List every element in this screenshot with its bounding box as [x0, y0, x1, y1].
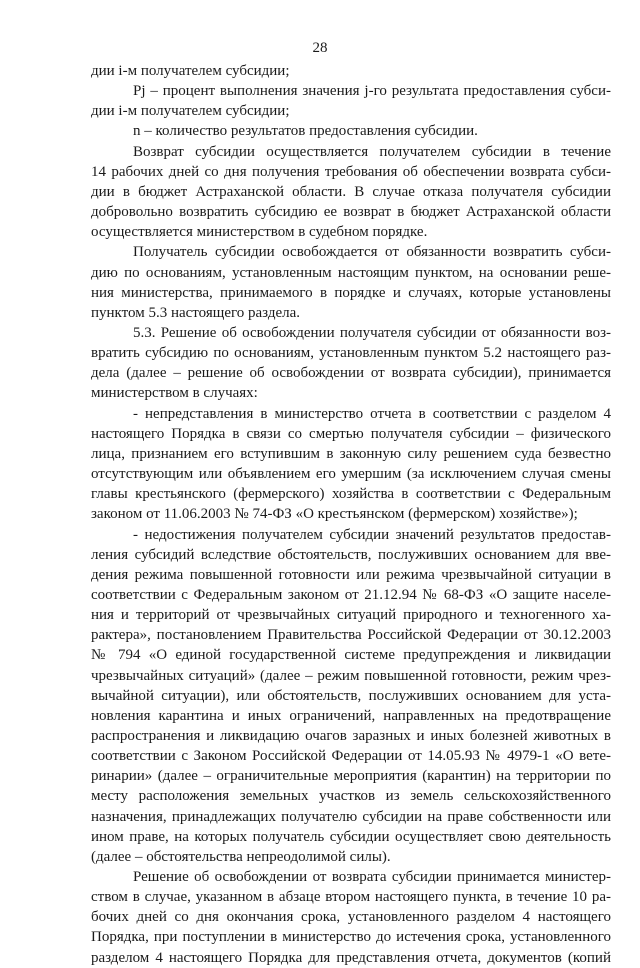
text-line: дии в бюджет Астраханской области. В случае отказа получателя субсидии	[91, 183, 611, 200]
text-line: (далее – обстоятельства непреодолимой силы).	[91, 848, 391, 865]
text-line: чрезвычайных ситуаций» (далее – режим повышенной готовности, режим чрез-	[91, 667, 611, 684]
text-line: ния и территорий от чрезвычайных ситуаций природного и техногенного ха-	[91, 607, 611, 623]
text-line: № 794 «О единой государственной системе предупреждения и ликвидации	[91, 647, 611, 664]
text-line: Порядка, при поступлении в министерство до истечения срока, установленного	[91, 929, 611, 946]
text-line: распространения и ликвидацию очагов заразных и иных болезней животных в	[91, 727, 611, 744]
text-line: новления карантина и иных ограничений, направленных на предотвращение	[91, 707, 611, 724]
text-line: настоящего Порядка в связи со смертью получателя субсидии – физического	[91, 425, 611, 442]
text-line: - непредставления в министерство отчета в соответствии с разделом 4	[133, 405, 611, 422]
text-line: бочих дней со дня окончания срока, установленного разделом 4 настоящего	[91, 909, 611, 926]
text-line: - недостижения получателем субсидии значений результатов предостав-	[133, 526, 611, 543]
text-line: главы крестьянского (фермерского) хозяйства в соответствии с Федеральным	[91, 486, 611, 503]
text-line: вратить субсидию по основаниям, установленным пунктом 5.2 настоящего раз-	[91, 345, 611, 362]
text-line: ством в случае, указанном в абзаце втором настоящего пункта, в течение 10 ра-	[91, 889, 611, 906]
text-line: 5.3. Решение об освобождении получателя субсидии от обязанности воз-	[133, 324, 611, 341]
text-line: министерством в случаях:	[91, 385, 258, 402]
text-line: добровольно возвратить субсидию ее возврат в бюджет Астраханской области	[91, 204, 611, 220]
text-line: 14 рабочих дней со дня получения требования об обеспечении возврата субси-	[91, 163, 611, 180]
text-line: законом от 11.06.2003 № 74-ФЗ «О крестьянском (фермерском) хозяйстве»);	[91, 506, 578, 523]
text-line: дела (далее – решение об освобождении от возврата субсидии), принимается	[91, 365, 611, 382]
text-line: ринарии» (далее – ограничительные мероприятия (карантин) на территории по	[91, 768, 611, 785]
text-line: разделом 4 настоящего Порядка для представления отчета, документов (копий	[91, 949, 611, 966]
text-line: назначения, принадлежащих получателю субсидии на праве собственности или	[91, 808, 611, 825]
text-line: Pj – процент выполнения значения j-го результата предоставления субси-	[133, 83, 611, 100]
text-line: дения режима повышенной готовности или режима чрезвычайной ситуации в	[91, 566, 611, 583]
text-line: Возврат субсидии осуществляется получателем субсидии в течение	[133, 143, 611, 160]
text-line: соответствии с Федеральным законом от 21.12.94 № 68-ФЗ «О защите населе-	[91, 586, 611, 603]
text-line: вычайной ситуации), или обстоятельств, послуживших основанием для уста-	[91, 687, 611, 704]
text-line: дию по основаниям, установленным настоящим пунктом, на основании реше-	[91, 264, 611, 281]
text-line: Получатель субсидии освобождается от обязанности возвратить субси-	[133, 244, 611, 261]
text-line: Решение об освобождении от возврата субсидии принимается министер-	[133, 869, 611, 885]
text-line: дии i-м получателем субсидии;	[91, 103, 290, 120]
text-line: рактера», постановлением Правительства Российской Федерации от 30.12.2003	[91, 627, 611, 644]
page-number: 28	[312, 40, 328, 56]
text-line: ления субсидий вследствие обстоятельств, послуживших основанием для вве-	[91, 546, 611, 563]
text-line: ином праве, на которых получатель субсидии осуществляет свою деятельность	[91, 828, 611, 845]
text-line: осуществляется министерством в судебном порядке.	[91, 224, 428, 241]
text-line: ния министерства, принимаемого в порядке и случаях, которые установлены	[91, 284, 611, 301]
text-line: дии i-м получателем субсидии;	[91, 63, 290, 79]
text-line: лица, признанием его вступившим в законную силу решением суда безвестно	[91, 445, 611, 462]
text-line: отсутствующим или объявлением его умершим (за исключением случая смены	[91, 466, 611, 482]
text-line: пунктом 5.3 настоящего раздела.	[91, 304, 301, 321]
text-line: соответствии с Законом Российской Федерации от 14.05.93 № 4979-1 «О вете-	[91, 748, 611, 765]
text-line: месту расположения земельных участков из земель сельскохозяйственного	[91, 788, 611, 805]
text-line: n – количество результатов предоставления субсидии.	[133, 123, 478, 140]
